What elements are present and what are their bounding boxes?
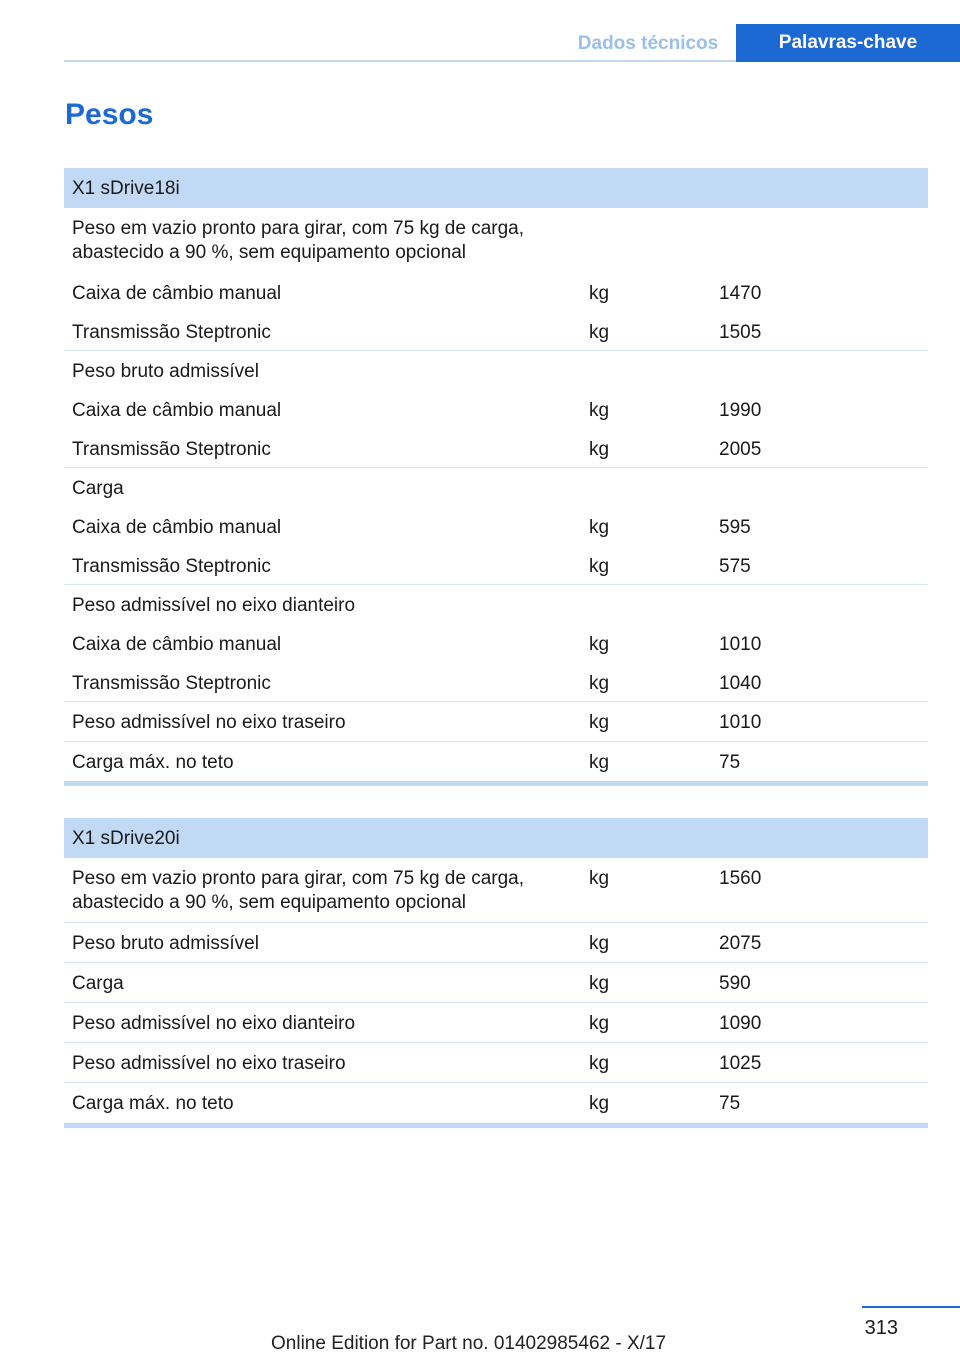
tab-dados-tecnicos[interactable]: Dados técnicos [577,32,719,54]
row-unit: kg [589,1013,610,1034]
table-row [64,312,928,351]
table-row [64,351,928,390]
table-heading-text: X1 sDrive18i [72,178,180,199]
table-row [64,1083,928,1123]
row-unit: kg [589,752,610,773]
table-row [64,858,928,923]
table-end-rule [64,781,928,786]
row-unit: kg [589,1093,610,1114]
row-unit: kg [589,400,610,421]
row-unit: kg [589,933,610,954]
row-value: 2075 [719,933,762,954]
page-number: 313 [864,1317,898,1339]
row-label: Peso bruto admissível [72,933,259,954]
weights-table-sdrive18i [64,168,928,786]
row-unit: kg [589,439,610,460]
row-label: Caixa de câmbio manual [72,283,282,304]
table-heading-text: X1 sDrive20i [72,828,180,849]
row-label: Carga [72,478,124,499]
row-label: Peso em vazio pronto para girar, com 75 kg de carga, abastecido a 90 %, sem equipamento opcional [72,218,525,263]
table-row [64,663,928,702]
table-row [64,468,928,507]
row-value: 1990 [719,400,762,421]
row-label: Peso bruto admissível [72,361,259,382]
table-row [64,624,928,663]
table-row [64,1003,928,1043]
row-label: Carga [72,973,124,994]
footer-rule [862,1306,960,1308]
table-heading [64,818,928,858]
table-row [64,742,928,781]
row-unit: kg [589,973,610,994]
table-row [64,702,928,742]
row-value: 1010 [719,634,762,655]
row-label: Peso admissível no eixo dianteiro [72,595,356,616]
row-value: 1025 [719,1053,762,1074]
row-unit: kg [589,868,610,889]
row-value: 1010 [719,712,762,733]
row-unit: kg [589,283,610,304]
row-unit: kg [589,634,610,655]
table-row [64,585,928,624]
table-row [64,208,928,273]
row-label: Peso em vazio pronto para girar, com 75 kg de carga, abastecido a 90 %, sem equipamento opcional [72,868,525,913]
row-unit: kg [589,322,610,343]
row-label: Caixa de câmbio manual [72,634,282,655]
row-label: Transmissão Steptronic [72,439,271,460]
row-unit: kg [589,712,610,733]
row-label: Transmissão Steptronic [72,556,271,577]
row-value: 1090 [719,1013,762,1034]
row-value: 1040 [719,673,762,694]
row-label: Caixa de câmbio manual [72,517,282,538]
table-row [64,963,928,1003]
row-label: Peso admissível no eixo dianteiro [72,1013,356,1034]
weights-table-sdrive20i [64,818,928,1128]
row-unit: kg [589,1053,610,1074]
row-label: Transmissão Steptronic [72,322,271,343]
row-value: 1560 [719,868,762,889]
row-label: Peso admissível no eixo traseiro [72,712,346,733]
table-heading [64,168,928,208]
row-value: 595 [719,517,751,538]
row-value: 590 [719,973,751,994]
table-row [64,507,928,546]
row-label: Caixa de câmbio manual [72,400,282,421]
table-row [64,923,928,963]
row-unit: kg [589,556,610,577]
row-label: Carga máx. no teto [72,752,234,773]
row-unit: kg [589,673,610,694]
row-value: 75 [719,752,741,773]
tab-palavras-chave[interactable]: Palavras-chave [736,24,960,62]
row-value: 1505 [719,322,762,343]
edition-footer: Online Edition for Part no. 01402985462 - X/17 [271,1333,667,1354]
row-label: Transmissão Steptronic [72,673,271,694]
row-value: 2005 [719,439,762,460]
row-value: 75 [719,1093,741,1114]
table-end-rule [64,1123,928,1128]
table-row [64,273,928,312]
row-label: Carga máx. no teto [72,1093,234,1114]
table-row [64,1043,928,1083]
row-unit: kg [589,517,610,538]
row-value: 1470 [719,283,762,304]
table-row [64,546,928,585]
table-row [64,429,928,468]
table-row [64,390,928,429]
row-label: Peso admissível no eixo traseiro [72,1053,346,1074]
row-value: 575 [719,556,751,577]
page-title: Pesos [65,98,154,131]
